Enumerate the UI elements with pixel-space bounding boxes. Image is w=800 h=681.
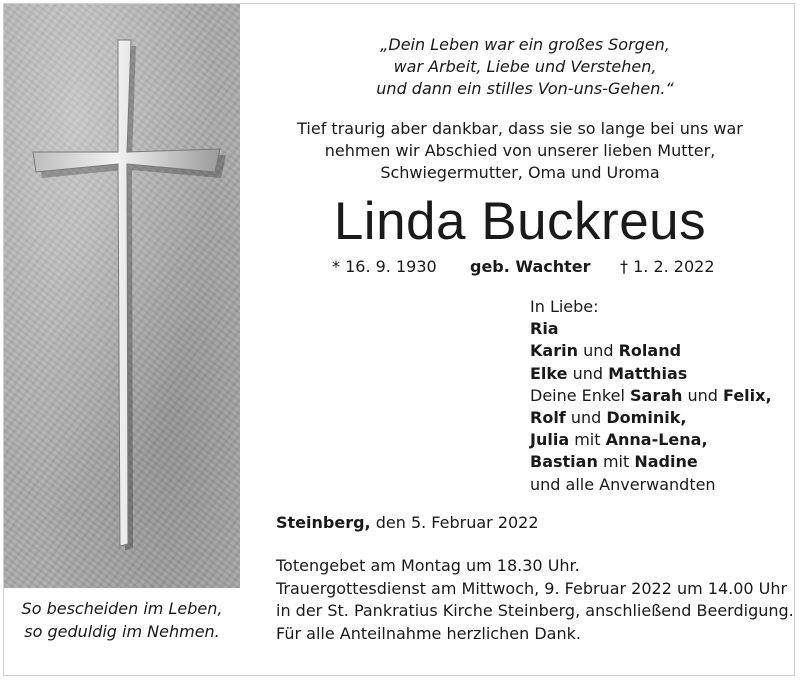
notice-line: Trauergottesdienst am Mittwoch, 9. Februar 2022 um 14.00 Uhr	[276, 578, 788, 598]
connector: und	[572, 363, 604, 383]
intro-line: Schwiegermutter, Oma und Uroma	[380, 163, 660, 182]
mourner-name: Felix,	[723, 385, 772, 405]
mourner-name: Dominik,	[606, 408, 687, 428]
cross-icon	[4, 4, 240, 588]
mourner-line	[530, 363, 772, 385]
place-town: Steinberg,	[276, 513, 371, 532]
mourner-name: Rolf	[530, 408, 566, 428]
mourner-name: Roland	[618, 341, 682, 361]
saying-line: so geduldig im Nehmen.	[24, 622, 220, 641]
intro-line: nehmen wir Abschied von unserer lieben Mutter,	[324, 141, 716, 160]
connector: mit	[602, 452, 630, 472]
mourner-line	[530, 407, 772, 429]
intro-line: Tief traurig aber dankbar, dass sie so lange bei uns war	[297, 119, 743, 138]
connector: und	[570, 408, 602, 428]
stone-cross-image	[4, 4, 240, 588]
mourner-line	[530, 340, 772, 362]
mourner-line	[530, 318, 772, 340]
memorial-saying	[4, 597, 240, 643]
saying-line: So bescheiden im Leben,	[21, 599, 223, 618]
mourner-name: Karin	[530, 341, 578, 361]
birth-date: * 16. 9. 1930	[332, 257, 437, 276]
notice-line: Für alle Anteilnahme herzlichen Dank.	[276, 623, 581, 643]
connector: und	[583, 341, 614, 361]
intro-text	[280, 118, 760, 184]
enkel-prefix: Deine Enkel	[530, 385, 625, 405]
maiden-name: geb. Wachter	[470, 257, 591, 276]
mourner-name: Julia	[530, 430, 570, 450]
quote-line: „Dein Leben war ein großes Sorgen,	[380, 35, 670, 54]
mourner-name: Matthias	[608, 363, 688, 383]
mourner-line	[530, 429, 772, 451]
deceased-name: Linda Buckreus	[333, 192, 707, 251]
memorial-quote	[300, 34, 750, 100]
mourner-line	[530, 451, 772, 473]
connector: mit	[574, 430, 601, 450]
death-date: † 1. 2. 2022	[620, 257, 715, 276]
mourner-name: Elke	[530, 363, 568, 383]
quote-line: war Arbeit, Liebe und Verstehen,	[393, 57, 657, 76]
mourners-closing: und alle Anverwandten	[530, 474, 716, 494]
place-date	[276, 512, 539, 534]
service-notice	[276, 555, 794, 645]
mourners-list	[530, 296, 772, 496]
mourner-name: Ria	[530, 319, 559, 339]
notice-line: in der St. Pankratius Kirche Steinberg, anschließend Beerdigung.	[276, 601, 794, 620]
mourner-name: Bastian	[530, 452, 598, 472]
mourner-line	[530, 385, 772, 407]
mourner-name: Anna-Lena,	[605, 430, 708, 450]
connector: und	[687, 385, 718, 405]
mourner-name: Nadine	[634, 452, 698, 472]
notice-line: Totengebet am Montag um 18.30 Uhr.	[276, 556, 580, 575]
mourner-name: Sarah	[630, 385, 683, 405]
mourners-heading: In Liebe:	[530, 297, 599, 316]
quote-line: und dann ein stilles Von-uns-Gehen.“	[376, 79, 674, 98]
place-date-text: den 5. Februar 2022	[375, 513, 539, 532]
